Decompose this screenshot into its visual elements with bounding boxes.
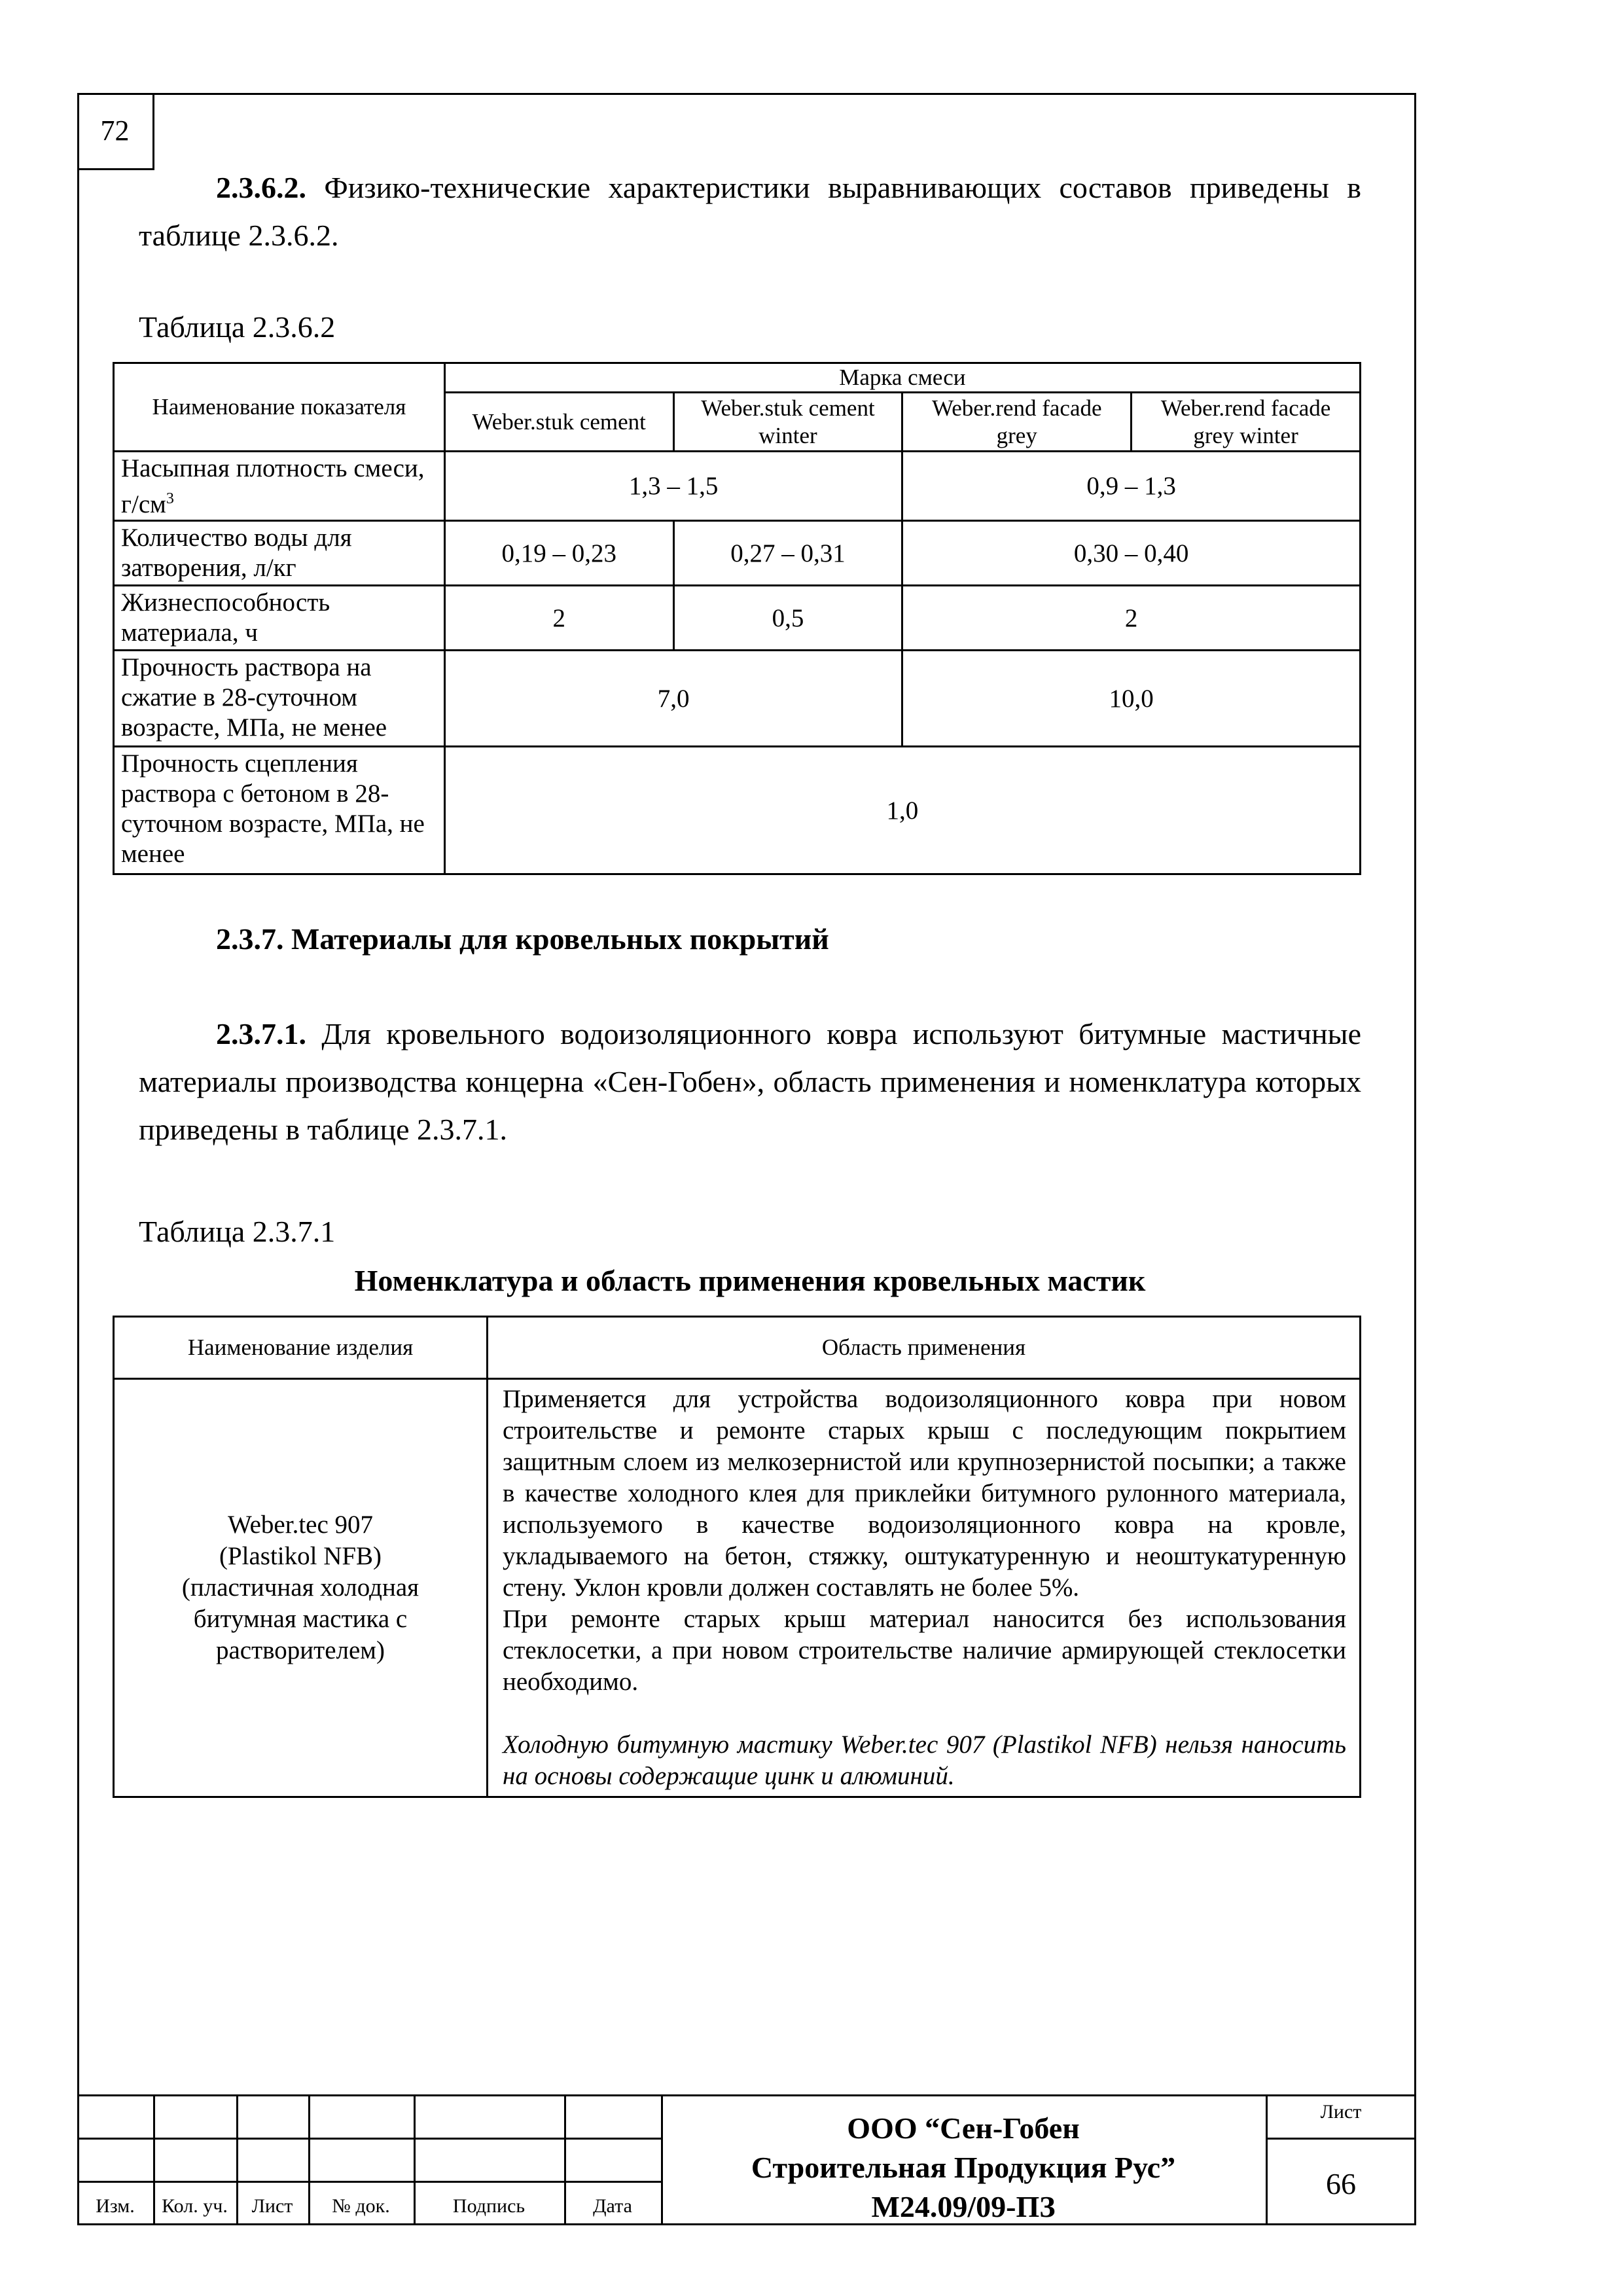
product-name bbox=[114, 1379, 488, 1797]
col-header-parameter: Наименование показателя bbox=[114, 363, 445, 452]
table-row bbox=[114, 521, 1361, 586]
stamp-label: Кол. уч. bbox=[162, 2195, 228, 2217]
product-line: (пластичная холодная bbox=[181, 1573, 419, 1602]
paragraph-2-3-7-1 bbox=[139, 1010, 1361, 1153]
cell-value: 2 bbox=[902, 586, 1361, 651]
row-label: Прочность сцепления раствора с бетоном в 28-суточном возрасте, МПа, не менее bbox=[114, 747, 445, 874]
row-label: Количество воды для затворения, л/кг bbox=[114, 521, 445, 586]
row-label: Жизнеспособность материала, ч bbox=[114, 586, 445, 651]
cell-value: 10,0 bbox=[902, 651, 1361, 747]
row-label: Насыпная плотность смеси, г/см bbox=[121, 454, 425, 518]
paragraph-number: 2.3.7.1. bbox=[216, 1017, 306, 1050]
application-paragraph: Применяется для устройства водоизоляционного ковра при новом строительстве и ремонте старых крыш с последующим покрытием защитным слоем из мелкозернистой или крупнозернистой посыпки; а также в качестве холодного клея для приклейки битумного рулонного материала, используемого в качестве водоизоляционного ковра на кровле, укладываемого на бетон, стяжку, оштукатуренную и неоштукатуренную стену. Уклон кровли должен составлять не более 5%. bbox=[503, 1385, 1346, 1602]
superscript: 3 bbox=[166, 490, 174, 507]
stamp-label: Лист bbox=[251, 2195, 293, 2217]
stamp-label: Дата bbox=[593, 2195, 632, 2217]
cell-value: 1,0 bbox=[444, 747, 1360, 874]
table-row bbox=[114, 452, 1361, 521]
row-label: Прочность раствора на сжатие в 28-суточном возрасте, МПа, не менее bbox=[114, 651, 445, 747]
table-roof-mastics bbox=[113, 1316, 1361, 1798]
application-description bbox=[488, 1379, 1361, 1797]
cell-value: 0,27 – 0,31 bbox=[673, 521, 902, 586]
table-row bbox=[114, 651, 1361, 747]
table2-caption: Таблица 2.3.7.1 bbox=[139, 1215, 336, 1248]
paragraph-text: Физико-технические характеристики выравнивающих составов приведены в таблице 2.3.6.2. bbox=[139, 171, 1362, 252]
product-line: Weber.tec 907 bbox=[227, 1511, 374, 1539]
cell-value: 0,5 bbox=[673, 586, 902, 651]
table2-title: Номенклатура и область применения кровельных мастик bbox=[354, 1264, 1146, 1297]
sheet-number: 66 bbox=[1326, 2167, 1356, 2200]
col-header-application: Область применения bbox=[488, 1317, 1361, 1379]
brand-header: Weber.stuk cement bbox=[444, 393, 673, 452]
paragraph-2-3-6-2 bbox=[139, 164, 1361, 259]
stamp-label: Подпись bbox=[452, 2195, 526, 2217]
product-line: битумная мастика с bbox=[193, 1605, 408, 1633]
table-mix-properties bbox=[113, 362, 1361, 875]
org-name-line: ООО “Сен-Гобен bbox=[847, 2111, 1080, 2145]
table1-caption: Таблица 2.3.6.2 bbox=[139, 310, 336, 344]
sheet-label: Лист bbox=[1320, 2101, 1362, 2123]
cell-value: 1,3 – 1,5 bbox=[444, 452, 902, 521]
product-line: растворителем) bbox=[216, 1636, 385, 1664]
cell-value: 0,9 – 1,3 bbox=[902, 452, 1361, 521]
application-note: Холодную битумную мастику Weber.tec 907 (Plastikol NFB) нельзя наносить на основы содержащие цинк и алюминий. bbox=[503, 1731, 1346, 1790]
product-line: (Plastikol NFB) bbox=[219, 1542, 382, 1570]
col-header-mix-brand: Марка смеси bbox=[444, 363, 1360, 393]
org-name-line: Строительная Продукция Рус” bbox=[751, 2151, 1176, 2184]
brand-header: Weber.stuk cement winter bbox=[673, 393, 902, 452]
application-paragraph: При ремонте старых крыш материал наносится без использования стеклосетки, а при новом строительстве наличие армирующей стеклосетки необходимо. bbox=[503, 1605, 1346, 1696]
table-row bbox=[114, 1379, 1361, 1797]
cell-value: 7,0 bbox=[444, 651, 902, 747]
brand-header: Weber.rend facade grey bbox=[902, 393, 1132, 452]
stamp-label: Изм. bbox=[96, 2195, 135, 2217]
table-row bbox=[114, 586, 1361, 651]
brand-header: Weber.rend facade grey winter bbox=[1132, 393, 1361, 452]
cell-value: 0,19 – 0,23 bbox=[444, 521, 673, 586]
stamp-label: № док. bbox=[332, 2195, 390, 2217]
paragraph-text: Для кровельного водоизоляционного ковра используют битумные мастичные материалы производства концерна «Сен-Гобен», область применения и номенклатура которых приведены в таблице 2.3.7.1. bbox=[139, 1017, 1361, 1146]
section-heading: 2.3.7. Материалы для кровельных покрытий bbox=[216, 922, 829, 956]
organization-block bbox=[661, 2109, 1266, 2227]
page-number: 72 bbox=[77, 93, 154, 170]
col-header-product: Наименование изделия bbox=[114, 1317, 488, 1379]
document-code: М24.09/09-ПЗ bbox=[871, 2190, 1056, 2223]
cell-value: 2 bbox=[444, 586, 673, 651]
cell-value: 0,30 – 0,40 bbox=[902, 521, 1361, 586]
paragraph-number: 2.3.6.2. bbox=[216, 171, 306, 204]
table-row bbox=[114, 747, 1361, 874]
